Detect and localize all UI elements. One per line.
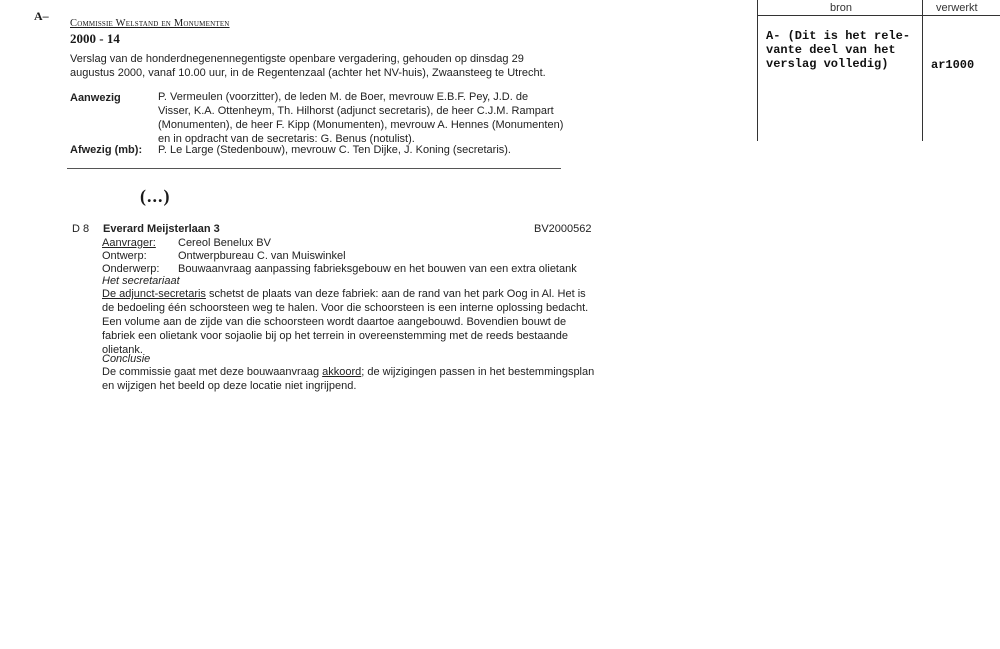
secretariat-heading: Het secretariaat xyxy=(102,275,180,287)
field-label-design: Ontwerp: xyxy=(102,250,147,262)
present-names xyxy=(158,90,563,146)
absent-names: P. Le Large (Stedenbouw), mevrouw C. Ten Dijke, J. Koning (secretaris). xyxy=(158,144,511,156)
field-value-design: Ontwerpbureau C. van Muiswinkel xyxy=(178,250,346,262)
secretariat-first-rest: schetst de plaats van deze fabriek: aan de rand van het park Oog in Al. Het is xyxy=(205,288,586,300)
field-label-applicant: Aanvrager: xyxy=(102,237,156,249)
secretariat-lead: De adjunct-secretaris xyxy=(102,288,206,300)
conclusion-paragraph xyxy=(102,365,594,393)
table-header-rule xyxy=(757,15,1000,16)
conclusion-line xyxy=(102,365,594,379)
column-header-source: bron xyxy=(830,2,853,14)
item-title: Everard Meijsterlaan 3 xyxy=(103,223,220,235)
absent-label: Afwezig (mb): xyxy=(70,144,143,156)
present-line: P. Vermeulen (voorzitter), de leden M. de Boer, mevrouw E.B.F. Pey, J.D. de xyxy=(158,91,529,103)
secretariat-line: Een volume aan de zijde van die schoorsteen wordt daartoe aangebouwd. Bovendien bouwt de xyxy=(102,316,567,328)
intro-paragraph xyxy=(70,52,546,80)
intro-line: augustus 2000, vanaf 10.00 uur, in de Regentenzaal (achter het NV-huis), Zwaansteeg te Utrecht. xyxy=(70,67,546,79)
secretariat-line: fabriek een olietank voor sojaolie bij op het terrein in overeenstemming met de reeds bestaande xyxy=(102,330,568,342)
report-number: 2000 - 14 xyxy=(70,31,120,46)
item-code: D 8 xyxy=(72,223,90,235)
conclusion-suffix: ; de wijzigingen passen in het bestemmingsplan xyxy=(361,366,595,378)
item-reference: BV2000562 xyxy=(534,223,592,235)
conclusion-keyword: akkoord xyxy=(322,366,362,378)
present-line: Visser, K.A. Ottenheym, Th. Hilhorst (adjunct secretaris), de heer C.J.M. Rampart xyxy=(158,105,554,117)
field-label-subject: Onderwerp: xyxy=(102,263,160,275)
committee-name: Commissie Welstand en Monumenten xyxy=(70,18,230,29)
secretariat-line: olietank. xyxy=(102,344,143,356)
conclusion-prefix: De commissie gaat met deze bouwaanvraag xyxy=(102,366,323,378)
field-value-subject: Bouwaanvraag aanpassing fabrieksgebouw en het bouwen van een extra olietank xyxy=(178,263,577,275)
processed-code: ar1000 xyxy=(931,58,975,72)
intro-line: Verslag van de honderdnegenennegentigste openbare vergadering, gehouden op dinsdag 29 xyxy=(70,53,524,65)
conclusion-line: en wijzigen het beeld op deze locatie niet ingrijpend. xyxy=(102,380,357,392)
secretariat-first-line xyxy=(102,287,588,301)
separator-line xyxy=(67,168,561,169)
source-note: A- (Dit is het rele- vante deel van het verslag volledig) xyxy=(766,29,911,71)
column-header-processed: verwerkt xyxy=(936,2,978,14)
omission-marker: (...) xyxy=(140,186,171,206)
present-line: (Monumenten), de heer F. Kipp (Monumenten), mevrouw A. Hennes (Monumenten) xyxy=(158,119,564,131)
corner-mark: A– xyxy=(34,9,49,23)
secretariat-line: de bedoeling één schoorsteen weg te halen. Voor die schoorsteen is een interne oplossing bedacht. xyxy=(102,302,589,314)
secretariat-paragraph xyxy=(102,287,588,357)
table-column-divider xyxy=(922,0,923,141)
conclusion-heading: Conclusie xyxy=(102,353,151,365)
table-left-border xyxy=(757,0,758,141)
field-value-applicant: Cereol Benelux BV xyxy=(178,237,271,249)
present-label: Aanwezig xyxy=(70,92,121,104)
present-line: en in opdracht van de secretaris: G. Benus (notulist). xyxy=(158,133,415,145)
